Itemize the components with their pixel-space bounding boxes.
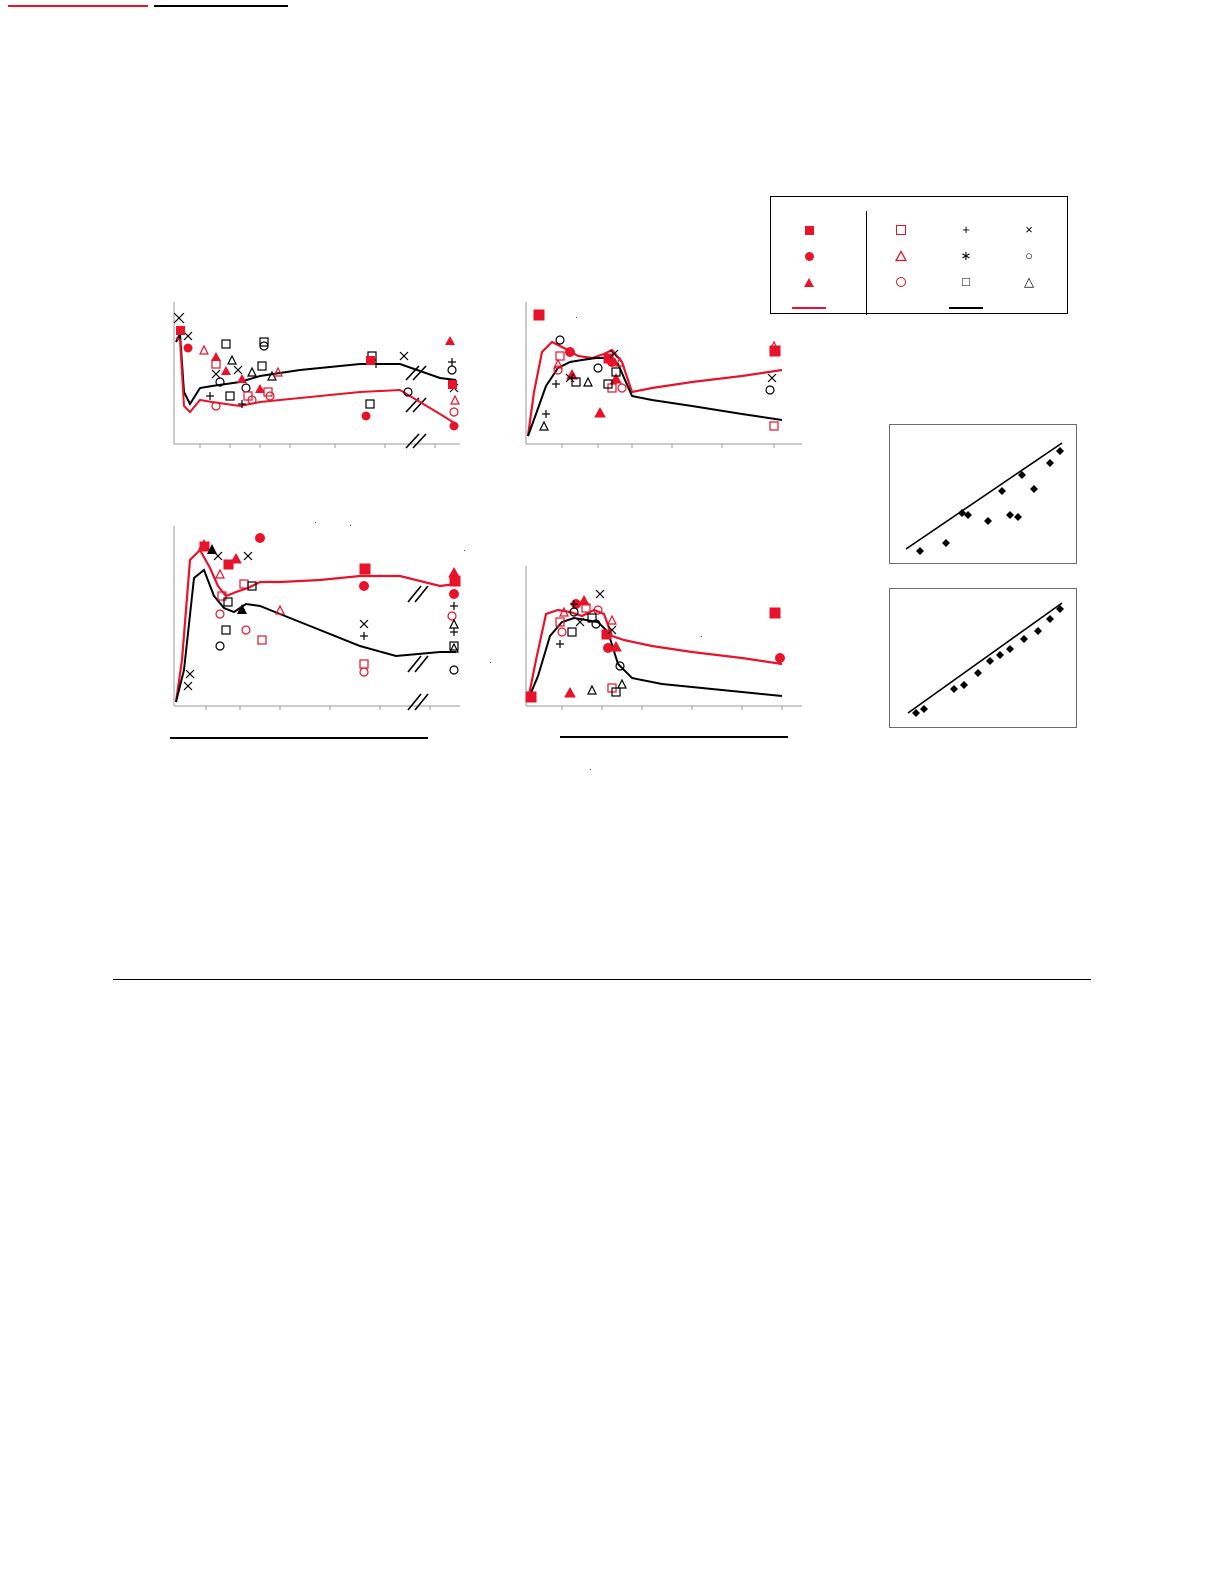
- legend-column-black-1: [936, 217, 996, 321]
- plus-black-icon: +: [962, 222, 970, 237]
- panel-c-stray-side-mark: ·: [489, 657, 492, 667]
- panel-c-stray-top-mark-1: ·: [314, 517, 317, 527]
- open-circle-red-icon: [896, 277, 906, 287]
- open-triangle-red-icon: [895, 250, 907, 262]
- inset-1-svg: [890, 425, 1076, 563]
- open-square-red-icon: [896, 225, 906, 235]
- legend-item-open-triangle-red: [871, 243, 931, 269]
- line-black-icon: [949, 307, 983, 309]
- chart-panel-a: [160, 296, 470, 466]
- page-footer-rule: [113, 979, 1091, 980]
- filled-triangle-red-icon: [804, 278, 814, 287]
- open-square-black-icon: □: [962, 274, 970, 289]
- panel-a-stray-mark: ·: [463, 545, 466, 555]
- legend-item-filled-square-red: [779, 217, 839, 243]
- inset-scatter-2: [889, 588, 1077, 728]
- chart-panel-c: [160, 517, 470, 720]
- cross-black-icon: ×: [1025, 222, 1033, 237]
- asterisk-black-icon: ∗: [960, 248, 972, 263]
- legend-item-line-black: [936, 295, 996, 321]
- legend-column-black-2: [999, 217, 1059, 295]
- legend-box: [770, 196, 1068, 314]
- legend-column-red-open: [871, 217, 931, 295]
- open-triangle-black-icon: △: [1024, 274, 1034, 289]
- panel-a-axis-caption-rule: [170, 737, 428, 739]
- filled-circle-red-icon: [805, 252, 814, 261]
- legend-item-open-circle-red: [871, 269, 931, 295]
- legend-top-rule-red: [8, 5, 148, 7]
- panel-b-svg: [512, 296, 812, 466]
- panel-a-svg: [160, 296, 470, 466]
- chart-panel-b: [512, 296, 812, 466]
- filled-square-red-icon: [805, 226, 814, 235]
- panel-d-svg: [512, 560, 812, 720]
- legend-item-filled-triangle-red: [779, 269, 839, 295]
- legend-item-open-square-red: [871, 217, 931, 243]
- panel-c-stray-top-mark-2: ·: [349, 520, 352, 530]
- panel-b-stray-mark: ·: [575, 312, 578, 322]
- inset-2-svg: [890, 589, 1076, 727]
- open-circle-black-icon: ○: [1025, 248, 1033, 263]
- inset-scatter-1: [889, 424, 1077, 564]
- legend-top-rule-black: [154, 5, 288, 7]
- panel-d-stray-mark: ·: [700, 631, 703, 641]
- panel-d-caption-mark: ·: [589, 764, 592, 774]
- panel-c-svg: [160, 517, 470, 720]
- chart-panel-d: [512, 560, 812, 720]
- legend-divider: [866, 211, 867, 315]
- legend-item-filled-circle-red: [779, 243, 839, 269]
- panel-b-axis-caption-rule: [560, 736, 788, 738]
